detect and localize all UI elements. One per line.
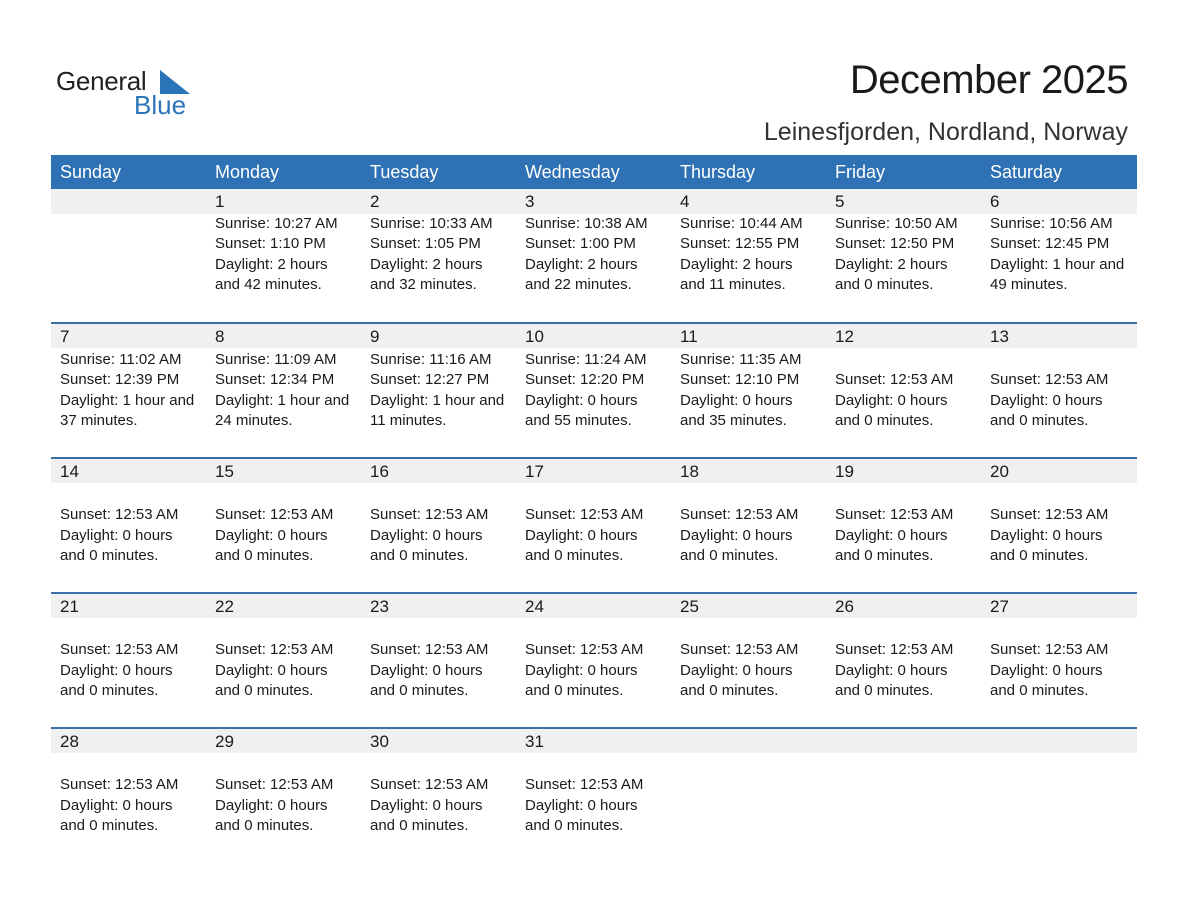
sun-info-line: Daylight: 0 hours <box>835 391 948 409</box>
day-cell <box>516 729 671 862</box>
sun-info-line <box>370 485 488 505</box>
sun-info-line: Daylight: 0 hours <box>680 661 793 679</box>
day-cell <box>671 729 826 862</box>
sun-info-line: Sunset: 12:55 PM <box>680 235 800 253</box>
sun-info-line: Sunset: 12:39 PM <box>60 371 180 389</box>
day-cell <box>826 189 981 322</box>
day-sun-info <box>215 485 333 566</box>
sun-info-line <box>525 620 643 640</box>
day-sun-info <box>680 620 798 701</box>
sun-info-line: and 0 minutes. <box>525 816 624 834</box>
sun-info-line: Sunrise: 10:44 AM <box>680 215 803 232</box>
day-number: 23 <box>370 597 389 616</box>
sun-info-line <box>370 755 488 775</box>
day-cell <box>516 324 671 457</box>
sun-info-line: Sunrise: 11:09 AM <box>215 351 337 368</box>
sun-info-line <box>990 485 1108 505</box>
calendar-week <box>51 322 1137 457</box>
sun-info-line: Sunrise: 10:56 AM <box>990 215 1113 232</box>
day-number: 30 <box>370 732 389 751</box>
day-cell <box>361 324 516 457</box>
sun-info-line: Sunset: 12:53 AM <box>370 641 489 659</box>
sun-info-line: and 0 minutes. <box>215 816 314 834</box>
day-cell <box>516 459 671 592</box>
day-cell <box>671 324 826 457</box>
week-days <box>51 729 1137 862</box>
day-cell <box>361 729 516 862</box>
sun-info-line: Sunset: 12:53 AM <box>215 641 334 659</box>
calendar-weeks <box>51 189 1137 862</box>
day-cell <box>361 189 516 322</box>
day-cell <box>51 594 206 727</box>
sun-info-line: Sunset: 12:53 AM <box>525 506 644 524</box>
sun-info-line <box>990 350 1108 370</box>
sun-info-line: Daylight: 0 hours <box>680 391 793 409</box>
day-number: 29 <box>215 732 234 751</box>
day-sun-info <box>215 755 333 836</box>
sun-info-line: and 0 minutes. <box>990 546 1089 564</box>
sun-info-line: Daylight: 0 hours <box>60 796 173 814</box>
sun-info-line <box>60 485 178 505</box>
day-sun-info <box>370 350 504 431</box>
sun-info-line: and 0 minutes. <box>370 816 469 834</box>
sun-info-line: Daylight: 0 hours <box>990 661 1103 679</box>
day-number: 24 <box>525 597 544 616</box>
day-sun-info <box>835 350 953 431</box>
day-cell <box>206 324 361 457</box>
sun-info-line: and 0 minutes. <box>835 275 934 293</box>
sun-info-line <box>835 485 953 505</box>
day-cell <box>671 189 826 322</box>
day-sun-info <box>60 755 178 836</box>
day-number: 4 <box>680 192 690 211</box>
day-sun-info <box>525 620 643 701</box>
calendar-week <box>51 189 1137 322</box>
week-days <box>51 459 1137 592</box>
sun-info-line: Sunset: 12:27 PM <box>370 371 490 389</box>
sun-info-line: Daylight: 1 hour and <box>60 391 195 409</box>
sun-info-line: Daylight: 0 hours <box>60 526 173 544</box>
sun-info-line: Daylight: 0 hours <box>525 526 638 544</box>
weekday-header <box>51 155 1137 189</box>
day-sun-info <box>525 485 643 566</box>
sun-info-line: Daylight: 0 hours <box>215 526 328 544</box>
logo <box>56 66 206 120</box>
sun-info-line: and 55 minutes. <box>525 411 632 429</box>
sun-info-line: Sunset: 12:53 AM <box>525 776 644 794</box>
day-number: 5 <box>835 192 845 211</box>
sun-info-line: and 0 minutes. <box>60 546 159 564</box>
day-number: 15 <box>215 462 234 481</box>
sun-info-line: Daylight: 0 hours <box>215 796 328 814</box>
day-sun-info <box>680 214 803 295</box>
sun-info-line <box>835 620 953 640</box>
day-cell <box>826 594 981 727</box>
day-cell <box>51 189 206 322</box>
weekday-friday: Friday <box>835 162 886 182</box>
day-cell <box>206 189 361 322</box>
sun-info-line: Daylight: 0 hours <box>680 526 793 544</box>
sun-info-line: Sunset: 12:53 AM <box>990 641 1109 659</box>
weekday-monday: Monday <box>215 162 280 182</box>
day-sun-info <box>60 485 178 566</box>
logo-general-text: General <box>56 66 147 96</box>
day-cell <box>671 459 826 592</box>
day-number: 26 <box>835 597 854 616</box>
week-days <box>51 189 1137 322</box>
day-cell <box>361 459 516 592</box>
day-cell <box>981 324 1137 457</box>
sun-info-line: Daylight: 1 hour and <box>370 391 505 409</box>
sun-info-line: Daylight: 2 hours <box>835 255 948 273</box>
day-sun-info <box>835 214 958 295</box>
sun-info-line: and 0 minutes. <box>370 681 469 699</box>
sun-info-line: and 42 minutes. <box>215 275 322 293</box>
sun-info-line: Sunrise: 11:35 AM <box>680 351 802 368</box>
day-cell <box>981 594 1137 727</box>
day-cell <box>361 594 516 727</box>
sun-info-line <box>60 620 178 640</box>
day-sun-info <box>990 485 1108 566</box>
day-cell <box>826 459 981 592</box>
day-number: 20 <box>990 462 1009 481</box>
day-number: 25 <box>680 597 699 616</box>
sun-info-line: Sunset: 12:53 AM <box>835 371 954 389</box>
sun-info-line: and 35 minutes. <box>680 411 787 429</box>
day-number: 21 <box>60 597 79 616</box>
logo-blue-text: Blue <box>134 90 187 120</box>
day-cell <box>981 189 1137 322</box>
sun-info-line <box>60 755 178 775</box>
week-days <box>51 324 1137 457</box>
sun-info-line <box>525 755 643 775</box>
calendar-week <box>51 457 1137 592</box>
sun-info-line: Daylight: 0 hours <box>525 796 638 814</box>
sun-info-line: Daylight: 0 hours <box>525 661 638 679</box>
day-cell <box>51 324 206 457</box>
sun-info-line: Daylight: 2 hours <box>215 255 328 273</box>
sun-info-line: and 0 minutes. <box>835 546 934 564</box>
sun-info-line: Sunset: 12:45 PM <box>990 235 1110 253</box>
sun-info-line: and 32 minutes. <box>370 275 477 293</box>
sun-info-line: Daylight: 0 hours <box>990 391 1103 409</box>
sun-info-line <box>680 485 798 505</box>
sun-info-line: Sunset: 12:53 AM <box>215 506 334 524</box>
day-cell <box>671 594 826 727</box>
sun-info-line: and 0 minutes. <box>990 411 1089 429</box>
sun-info-line: and 0 minutes. <box>525 546 624 564</box>
day-sun-info <box>60 620 178 701</box>
sun-info-line: Sunset: 12:53 AM <box>215 776 334 794</box>
sun-info-line: Daylight: 2 hours <box>525 255 638 273</box>
sun-info-line: Daylight: 0 hours <box>215 661 328 679</box>
sun-info-line: Sunset: 12:53 AM <box>60 641 179 659</box>
page-title: December 2025 <box>849 58 1128 102</box>
week-days <box>51 594 1137 727</box>
day-number: 1 <box>215 192 225 211</box>
day-cell <box>51 459 206 592</box>
sun-info-line: 37 minutes. <box>60 411 138 429</box>
day-number: 27 <box>990 597 1009 616</box>
day-number: 6 <box>990 192 1000 211</box>
day-number: 12 <box>835 327 854 346</box>
day-sun-info <box>680 485 798 566</box>
day-sun-info <box>370 485 488 566</box>
sun-info-line: and 0 minutes. <box>215 681 314 699</box>
day-number: 13 <box>990 327 1009 346</box>
sun-info-line: and 0 minutes. <box>525 681 624 699</box>
sun-info-line: Daylight: 1 hour and <box>990 255 1125 273</box>
day-number: 14 <box>60 462 79 481</box>
day-number: 3 <box>525 192 535 211</box>
sun-info-line: and 0 minutes. <box>370 546 469 564</box>
sun-info-line: Sunrise: 11:24 AM <box>525 351 647 368</box>
sun-info-line: Sunset: 1:05 PM <box>370 235 481 253</box>
day-sun-info <box>215 214 338 295</box>
sun-info-line <box>215 485 333 505</box>
sun-info-line: Sunset: 12:20 PM <box>525 371 645 389</box>
day-sun-info <box>525 214 648 295</box>
sun-info-line: Sunset: 12:34 PM <box>215 371 335 389</box>
day-sun-info <box>370 620 488 701</box>
day-sun-info <box>60 350 194 431</box>
sun-info-line: Daylight: 0 hours <box>60 661 173 679</box>
sun-info-line: Sunrise: 11:02 AM <box>60 351 182 368</box>
sun-info-line: Sunrise: 10:50 AM <box>835 215 958 232</box>
weekday-sunday: Sunday <box>60 162 122 182</box>
sun-info-line: and 0 minutes. <box>835 411 934 429</box>
sun-info-line: Sunset: 12:53 AM <box>680 641 799 659</box>
day-cell <box>516 189 671 322</box>
sun-info-line: Sunrise: 11:16 AM <box>370 351 492 368</box>
day-sun-info <box>680 350 801 431</box>
sun-info-line: Daylight: 0 hours <box>835 661 948 679</box>
sun-info-line: Sunrise: 10:38 AM <box>525 215 648 232</box>
sun-info-line: Sunset: 12:53 AM <box>60 776 179 794</box>
day-number: 2 <box>370 192 380 211</box>
sun-info-line <box>835 350 953 370</box>
sun-info-line: Sunset: 12:53 AM <box>680 506 799 524</box>
day-cell <box>206 459 361 592</box>
day-number: 18 <box>680 462 699 481</box>
calendar <box>51 155 1137 862</box>
sun-info-line: and 0 minutes. <box>60 816 159 834</box>
sun-info-line: Sunset: 12:53 AM <box>990 506 1109 524</box>
sun-info-line: Sunrise: 10:33 AM <box>370 215 493 232</box>
day-cell <box>981 729 1137 862</box>
weekday-saturday: Saturday <box>990 162 1063 182</box>
sun-info-line: Daylight: 0 hours <box>370 796 483 814</box>
day-sun-info <box>525 350 646 431</box>
day-cell <box>206 729 361 862</box>
sun-info-line: Sunset: 12:50 PM <box>835 235 955 253</box>
sun-info-line: 11 minutes. <box>370 411 447 429</box>
sun-info-line: Daylight: 0 hours <box>370 526 483 544</box>
sun-info-line: and 22 minutes. <box>525 275 632 293</box>
calendar-week <box>51 727 1137 862</box>
location-subtitle: Leinesfjorden, Nordland, Norway <box>763 118 1128 146</box>
day-cell <box>516 594 671 727</box>
sun-info-line <box>215 620 333 640</box>
day-number: 28 <box>60 732 79 751</box>
day-number: 17 <box>525 462 544 481</box>
day-sun-info <box>990 214 1124 295</box>
day-sun-info <box>990 350 1108 431</box>
sun-info-line: Sunset: 12:10 PM <box>680 371 800 389</box>
sun-info-line: and 0 minutes. <box>990 681 1089 699</box>
sun-info-line <box>215 755 333 775</box>
day-number: 22 <box>215 597 234 616</box>
day-cell <box>51 729 206 862</box>
sun-info-line: Daylight: 2 hours <box>680 255 793 273</box>
sun-info-line <box>680 620 798 640</box>
day-number: 8 <box>215 327 225 346</box>
day-number: 11 <box>680 327 698 346</box>
sun-info-line <box>370 620 488 640</box>
calendar-week <box>51 592 1137 727</box>
day-cell <box>826 729 981 862</box>
day-cell <box>206 594 361 727</box>
sun-info-line: Sunset: 12:53 AM <box>60 506 179 524</box>
day-sun-info <box>990 620 1108 701</box>
day-sun-info <box>370 214 493 295</box>
sun-info-line: 49 minutes. <box>990 275 1068 293</box>
sun-info-line: Sunrise: 10:27 AM <box>215 215 338 232</box>
day-sun-info <box>215 350 349 431</box>
sun-info-line: Sunset: 1:00 PM <box>525 235 636 253</box>
sun-info-line: Sunset: 12:53 AM <box>835 641 954 659</box>
sun-info-line: and 0 minutes. <box>835 681 934 699</box>
sun-info-line: Daylight: 1 hour and <box>215 391 350 409</box>
sun-info-line: Sunset: 12:53 AM <box>835 506 954 524</box>
sun-info-line: 24 minutes. <box>215 411 293 429</box>
day-number: 7 <box>60 327 70 346</box>
weekday-tuesday: Tuesday <box>370 162 439 182</box>
sun-info-line: Daylight: 2 hours <box>370 255 483 273</box>
day-sun-info <box>370 755 488 836</box>
sun-info-line: Sunset: 12:53 AM <box>525 641 644 659</box>
day-number: 16 <box>370 462 389 481</box>
sun-info-line: and 0 minutes. <box>60 681 159 699</box>
day-cell <box>981 459 1137 592</box>
day-sun-info <box>215 620 333 701</box>
day-sun-info <box>525 755 643 836</box>
sun-info-line: Sunset: 1:10 PM <box>215 235 326 253</box>
sun-info-line: Daylight: 0 hours <box>525 391 638 409</box>
sun-info-line: and 0 minutes. <box>215 546 314 564</box>
sun-info-line: Daylight: 0 hours <box>370 661 483 679</box>
day-number: 31 <box>525 732 544 751</box>
sun-info-line: Daylight: 0 hours <box>990 526 1103 544</box>
day-number: 9 <box>370 327 380 346</box>
sun-info-line: Sunset: 12:53 AM <box>370 776 489 794</box>
sun-info-line: and 0 minutes. <box>680 546 779 564</box>
day-number: 19 <box>835 462 854 481</box>
day-sun-info <box>835 620 953 701</box>
day-number: 10 <box>525 327 544 346</box>
sun-info-line <box>990 620 1108 640</box>
sun-info-line: Daylight: 0 hours <box>835 526 948 544</box>
sun-info-line: Sunset: 12:53 AM <box>990 371 1109 389</box>
day-sun-info <box>835 485 953 566</box>
sun-info-line: Sunset: 12:53 AM <box>370 506 489 524</box>
day-cell <box>826 324 981 457</box>
sun-info-line: and 0 minutes. <box>680 681 779 699</box>
sun-info-line <box>525 485 643 505</box>
weekday-wednesday: Wednesday <box>525 162 620 182</box>
weekday-thursday: Thursday <box>680 162 756 182</box>
sun-info-line: and 11 minutes. <box>680 275 786 293</box>
